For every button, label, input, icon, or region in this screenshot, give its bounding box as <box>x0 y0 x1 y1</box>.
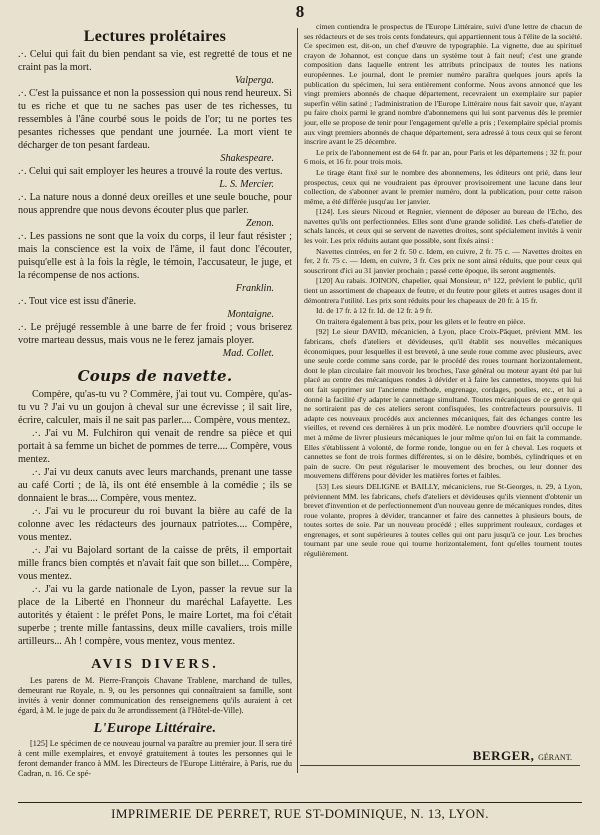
quote-text: .·. Celui qui sait employer les heures a trouvé la route des vertus. <box>18 166 283 177</box>
signature <box>473 748 572 764</box>
imprint-rule <box>18 802 582 803</box>
quote-author: Valperga. <box>235 75 274 86</box>
quote-author: Zenon. <box>245 218 274 229</box>
left-column <box>18 22 292 779</box>
quote-text: .·. Tout vice est issu d'ânerie. <box>18 296 137 307</box>
coups-paragraph: .·. J'ai vu M. Fulchiron qui venait de rendre sa pièce et qui portait à sa femme un bichet de pommes de terre.... Compère, vous mentez. <box>18 428 292 465</box>
quote-author: L. S. Mercier. <box>219 179 274 190</box>
europe-text: [125] Le spécimen de ce nouveau journal va paraître au premier jour. Il sera tiré à cent mille exemplaires, et envoyé gratuitement à toutes les personnes qui le feront demander franco à MM. les Directeurs de l'Europe Littéraire, à Paris, rue du Cadran, n. 16. Ce spé- <box>18 739 292 778</box>
coups-paragraph: .·. J'ai vu le procureur du roi buvant la bière au café de la colonne avec les rédacteurs des journaux patriotes.... Compère, vous mentez. <box>18 506 292 543</box>
quote-text: .·. C'est la puissance et non la possession qui nous rend heureux. Si tu es riche et que tu ne saches pas user de tes richesses, tu ressembles à l'âne courbé sous le poids de l'or; tu ne portes tes pesantes richesses que pendant une journée. La mort vient te décharger de ton pesant fardeau. <box>18 88 292 151</box>
column-divider <box>297 28 298 773</box>
announcement-paragraph: [53] Les sieurs DELIGNE et BAILLY, mécaniciens, rue St-Georges, n. 29, à Lyon, préviennent MM. les fabricans, chefs d'ateliers et dévideuses qu'ils viennent d'obtenir un brevet d'invention et de perfectionnement d'un nouveau genre de mécaniques rondes, dites roue volante, propres à dévider, trancanner et faire des cannettes à plusieurs bouts, de toutes sortes de soie. Par un nouveau procédé ; elles suppriment rouleaux, cordages et engrenages, et sont supérieures à toutes celles qui ont paru jusqu'à ce jour. Les broches tournant par une seule roue qui tourne horizontalement, font qu'elles tournent toutes régulièrement. <box>304 481 582 559</box>
quote-author: Franklin. <box>235 283 274 294</box>
quote-author: Mad. Collet. <box>222 348 274 359</box>
europe-title: L'Europe Littéraire. <box>93 721 217 736</box>
announcement-paragraph: Le prix de l'abonnement est de 64 fr. par an, pour Paris et les départemens ; 32 fr. pour 6 mois, et 16 fr. pour trois mois. <box>304 147 582 167</box>
announcement-paragraph: [120] Au rabais. JOINON, chapelier, quai Monsieur, n° 122, prévient le public, qu'il tient un assortiment de chapeaux de feutre, et du feutre pour gilets et autres usages dont il démontrera l'utilité. Les prix sont réduits pour les chapeaux de 20 fr. à 15 fr. <box>304 276 582 305</box>
quote-text: .·. La nature nous a donné deux oreilles et une seule bouche, pour nous apprendre que nous devons écouter plus que parler. <box>18 192 292 216</box>
quote <box>18 230 292 295</box>
coups-title: Coups de navette. <box>77 367 233 385</box>
avis-text: Les parens de M. Pierre-François Chavane Trablene, marchand de tulles, demeurant rue Royale, n. 9, ou les personnes qui connaîtraient sa famille, sont invités à venir donner communication des renseignemens qu'ils auraient à cet égard, à M. le juge de paix du 3e arrondissement (à l'Hôtel-de-Ville). <box>18 676 292 715</box>
quote <box>18 165 292 191</box>
coups-paragraph: .·. J'ai vu Bajolard sortant de la caisse de prêts, il emportait mille francs bien comptés et n'avait fait que son billet.... Compère, vous mentez. <box>18 545 292 582</box>
page-number: 8 <box>295 2 305 21</box>
signature-rule <box>300 765 580 766</box>
quote-author: Montaigne. <box>227 309 274 320</box>
coups-paragraph: .·. J'ai vu la garde nationale de Lyon, passer la revue sur la place de la Liberté en l'honneur du maréchal Lafayette. Les autorités y étaient : le préfet Pons, le maire Lortet, ma foi c'était superbe ; trente mille fantassins, deux mille cavaliers, trois mille artilleurs... Ah ! compère, vous mentez, vous mentez. <box>18 584 292 647</box>
coups-paragraph: .·. J'ai vu deux canuts avec leurs marchands, prenant une tasse au café Corti ; de là, ils ont été ensemble à la comédie ; ils se donnaient le bras.... Compère, vous mentez. <box>18 467 292 504</box>
right-column <box>304 22 582 560</box>
announcement-paragraph: On traitera également à bas prix, pour les gilets et le feutre en pièce. <box>316 316 526 326</box>
announcement-paragraph: Navettes cintrées, en fer 2 fr. 50 c. Idem, en cuivre, 2 fr. 75 c. — Navettes droites en fer, 2 fr. 75 c. — Idem, en cuivre, 3 fr. Ces prix ne sont ainsi réduits, que pour ceux qui souscriront d'ici au 31 janvier prochain ; passé cette époque, ils seront augmentés. <box>304 246 582 275</box>
quote <box>18 191 292 230</box>
announcement-paragraph: Le tirage étant fixé sur le nombre des abonnemens, les éditeurs ont prié, dans leur prospectus, ceux qui ne voudraient pas éprouver provisoirement une lacune dans leur collection, de s'abonner avant le premier numéro, dont la publication, pour cette raison même, a été différée jusqu'au 1er janvier. <box>304 167 582 206</box>
announcement-paragraph: [124]. Les sieurs Nicoud et Regnier, viennent de déposer au bureau de l'Echo, des navettes qu'ils ont perfectionnées. Elles sont d'une grande solidité. Les chefs-d'atelier de schals lancés, et ceux qui se servent de navettes droites, sont spécialement invités à venir les voir. Les prix réduits autant que possible, sont fixés ainsi : <box>304 207 582 246</box>
announcement-paragraph: cimen contiendra le prospectus de l'Europe Littéraire, suivi d'une lettre de chacun de ses rédacteurs et de ses trois cents fondateurs, qui appartiennent tous à l'élite de la société. Ce specimen est, dit-on, un chef d'œuvre de typographie. La vignette, due au spirituel crayon de Johannot, est conçue dans un système tout à fait neuf; c'est une grande composition dans laquelle entrent les attributs principaux de toutes les nations européennes. Le journal, dont le premier numéro paraîtra quelques jours après la publication du spécimen, lui sera entièrement conforme. Nous avons annoncé que les vingt premiers abonnés de chaque département, recevraient un exemplaire sur papier superfin vélin satiné ; l'administration de l'Europe Littéraire nous fait savoir que, n'ayant pu faire choix parmi le grand nombre d'abonnemens qui lui sont parvenus dès le premier jour, elle se propose de tenir pour l'engagement qu'elle a pris ; l'exemplaire spécial promis aux vingt premiers abonnés de chaque département, sera adressé à tous ceux qui se feront inscrire avant le 25 décembre. <box>304 22 582 147</box>
imprint: IMPRIMERIE DE PERRET, RUE ST-DOMINIQUE, N. 13, LYON. <box>111 806 489 821</box>
signature-role: GÉRANT. <box>538 753 572 762</box>
signature-name: BERGER, <box>472 748 535 763</box>
quote-text: .·. Le préjugé ressemble à une barre de fer froid ; vous briserez votre marteau dessus, mais vous ne le ferez jamais ployer. <box>18 322 292 346</box>
announcement-paragraph: [92] Le sieur DAVID, mécanicien, à Lyon, place Croix-Pâquet, prévient MM. les fabricans, chefs d'ateliers et dévideuses, qu'il établit ses nouvelles mécaniques économiques, pour lesquelles il est breveté, à une seule roue comme avec plusieurs, avec une seule corde comme sans corde, par le procédé des roues tournant horizontalement, dont le plan circulaire fait mouvoir les broches, l'axe général ou moteur ayant été par lui placé au centre des mécaniques rondes à dévider et à faire les cannettes, moyens qui lui ont fait supprimer sur l'ancienne méthode, engrenage, cordages, poulies, etc., et lui a donné la facilité d'y adapter le cannettage simultané. Toutes mécaniques de ce genre qui ne sortiraient pas de ces ateliers seront confisquées, les contrefacteurs poursuivis. Il adapte ces nouveaux procédés aux anciennes mécaniques, fait des échanges contre les vieilles, et revend ces dernières à un prix modéré. Le nombre d'ouvriers qu'il occupe le met à même de livrer plusieurs mécaniques le jour même qu'on lui en fait la commande. Elles s'établissent à volonté, de forme ronde, longue ou en fer à cheval. Les roquets et cannettes se font de trois formes différentes, si on le désire, bombés, cylindriques et en pain de sucre. On peut régulariser le mouvement des broches, ou leur donner des mouvemens différens pour dévider les matières fortes et faibles. <box>304 327 582 481</box>
avis-title: AVIS DIVERS. <box>91 657 219 672</box>
announcement-paragraph: Id. de 17 fr. à 12 fr. Id. de 12 fr. à 9 fr. <box>316 306 433 316</box>
quote-text: .·. Celui qui fait du bien pendant sa vie, est regretté de tous et ne craint pas la mort. <box>18 49 292 73</box>
quote-author: Shakespeare. <box>220 153 274 164</box>
quote-text: .·. Les passions ne sont que la voix du corps, il leur faut résister ; mais la conscience est la voix de l'âme, il faut donc l'écouter, puisqu'elle est à la fois la règle, le témoin, l'accusateur, le juge, et la récompense de nos actions. <box>18 231 292 281</box>
lectures-title: Lectures prolétaires <box>83 28 227 45</box>
quote <box>18 321 292 360</box>
quote <box>18 48 292 87</box>
coups-paragraph: Compère, qu'as-tu vu ? Commère, j'ai tout vu. Compère, qu'as-tu vu ? J'ai vu un goujon à cheval sur une écrevisse ; il sait lire, écrire, calculer, mais il ne sait pas parler.... Compère, vous mentez. <box>18 389 292 426</box>
quote <box>18 295 292 321</box>
quote <box>18 87 292 165</box>
